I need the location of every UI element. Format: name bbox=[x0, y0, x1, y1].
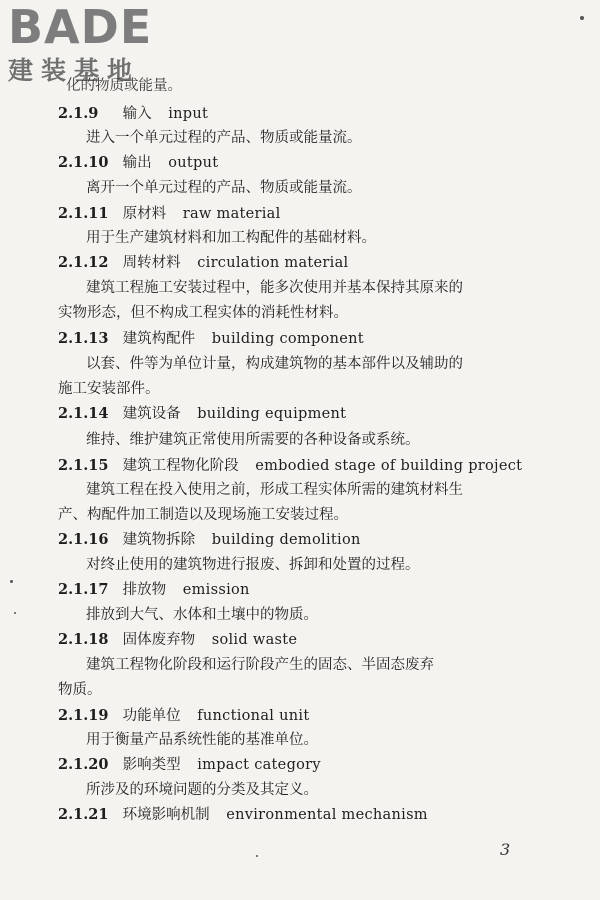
term-english: input bbox=[168, 106, 209, 122]
term-chinese: 排放物 bbox=[122, 582, 167, 598]
term-heading bbox=[58, 202, 281, 223]
term-definition: 用于衡量产品系统性能的基准单位。 bbox=[86, 732, 318, 748]
term-number: 2.1.20 bbox=[58, 756, 109, 773]
term-definition: 维持、维护建筑正常使用所需要的各种设备或系统。 bbox=[86, 432, 420, 448]
term-number: 2.1.17 bbox=[58, 581, 109, 598]
term-chinese: 输入 bbox=[122, 106, 152, 122]
term-definition-continued: 物质。 bbox=[58, 682, 102, 698]
term-chinese: 固体废弃物 bbox=[122, 632, 196, 648]
term-english: raw material bbox=[182, 206, 281, 222]
term-definition-continued: 产、构配件加工制造以及现场施工安装过程。 bbox=[58, 507, 348, 523]
term-chinese: 环境影响机制 bbox=[122, 807, 210, 823]
term-english: embodied stage of building project bbox=[255, 458, 523, 474]
scan-speck bbox=[10, 580, 13, 583]
term-heading bbox=[58, 628, 297, 649]
term-number: 2.1.11 bbox=[58, 205, 109, 222]
term-number: 2.1.21 bbox=[58, 806, 109, 823]
term-chinese: 周转材料 bbox=[122, 255, 181, 271]
term-english: environmental mechanism bbox=[226, 807, 428, 823]
term-heading bbox=[58, 327, 364, 348]
term-chinese: 输出 bbox=[122, 155, 152, 171]
term-number: 2.1.16 bbox=[58, 531, 109, 548]
term-definition: 用于生产建筑材料和加工构配件的基础材料。 bbox=[86, 230, 376, 246]
scan-speck bbox=[580, 16, 584, 20]
scan-speck bbox=[14, 612, 16, 614]
scan-speck bbox=[256, 855, 258, 857]
term-number: 2.1.12 bbox=[58, 254, 109, 271]
term-heading bbox=[58, 402, 346, 423]
term-number: 2.1.9 bbox=[58, 105, 99, 122]
page-number: 3 bbox=[500, 840, 511, 859]
term-english: functional unit bbox=[197, 708, 310, 724]
term-definition-continued: 实物形态，但不构成工程实体的消耗性材料。 bbox=[58, 305, 348, 321]
continued-text: 化的物质或能量。 bbox=[66, 78, 182, 94]
term-definition: 对终止使用的建筑物进行报废、拆卸和处置的过程。 bbox=[86, 557, 420, 573]
term-definition: 进入一个单元过程的产品、物质或能量流。 bbox=[86, 130, 362, 146]
term-heading bbox=[58, 578, 250, 599]
term-number: 2.1.18 bbox=[58, 631, 109, 648]
term-heading bbox=[58, 251, 348, 272]
term-english: output bbox=[168, 155, 219, 171]
term-heading bbox=[58, 803, 428, 824]
term-english: building component bbox=[211, 331, 364, 347]
term-english: solid waste bbox=[211, 632, 298, 648]
term-heading bbox=[58, 528, 361, 549]
term-number: 2.1.19 bbox=[58, 707, 109, 724]
term-definition: 离开一个单元过程的产品、物质或能量流。 bbox=[86, 180, 362, 196]
term-chinese: 建筑构配件 bbox=[122, 331, 196, 347]
term-english: building equipment bbox=[197, 406, 347, 422]
term-definition: 排放到大气、水体和土壤中的物质。 bbox=[86, 607, 318, 623]
term-heading bbox=[58, 454, 522, 475]
term-definition: 建筑工程在投入使用之前，形成工程实体所需的建筑材料生 bbox=[86, 482, 463, 498]
logo-chinese: 建装基地 bbox=[8, 56, 141, 85]
term-heading bbox=[58, 753, 321, 774]
term-number: 2.1.13 bbox=[58, 330, 109, 347]
term-heading bbox=[58, 704, 309, 725]
logo-wordmark: BADE bbox=[8, 0, 153, 54]
term-chinese: 建筑设备 bbox=[122, 406, 181, 422]
term-definition: 建筑工程施工安装过程中，能多次使用并基本保持其原来的 bbox=[86, 280, 463, 296]
term-number: 2.1.10 bbox=[58, 154, 109, 171]
term-definition: 建筑工程物化阶段和运行阶段产生的固态、半固态废弃 bbox=[86, 657, 434, 673]
term-number: 2.1.15 bbox=[58, 457, 109, 474]
term-english: emission bbox=[182, 582, 250, 598]
term-definition: 所涉及的环境问题的分类及其定义。 bbox=[86, 782, 318, 798]
term-english: building demolition bbox=[211, 532, 361, 548]
term-chinese: 功能单位 bbox=[122, 708, 181, 724]
term-chinese: 影响类型 bbox=[122, 757, 181, 773]
term-chinese: 建筑物拆除 bbox=[122, 532, 196, 548]
term-english: impact category bbox=[197, 757, 321, 773]
term-number: 2.1.14 bbox=[58, 405, 109, 422]
term-chinese: 建筑工程物化阶段 bbox=[122, 458, 239, 474]
term-chinese: 原材料 bbox=[122, 206, 167, 222]
term-definition-continued: 施工安装部件。 bbox=[58, 381, 160, 397]
term-heading bbox=[58, 102, 208, 123]
term-definition: 以套、件等为单位计量，构成建筑物的基本部件以及辅助的 bbox=[86, 356, 463, 372]
term-heading bbox=[58, 151, 218, 172]
term-english: circulation material bbox=[197, 255, 349, 271]
